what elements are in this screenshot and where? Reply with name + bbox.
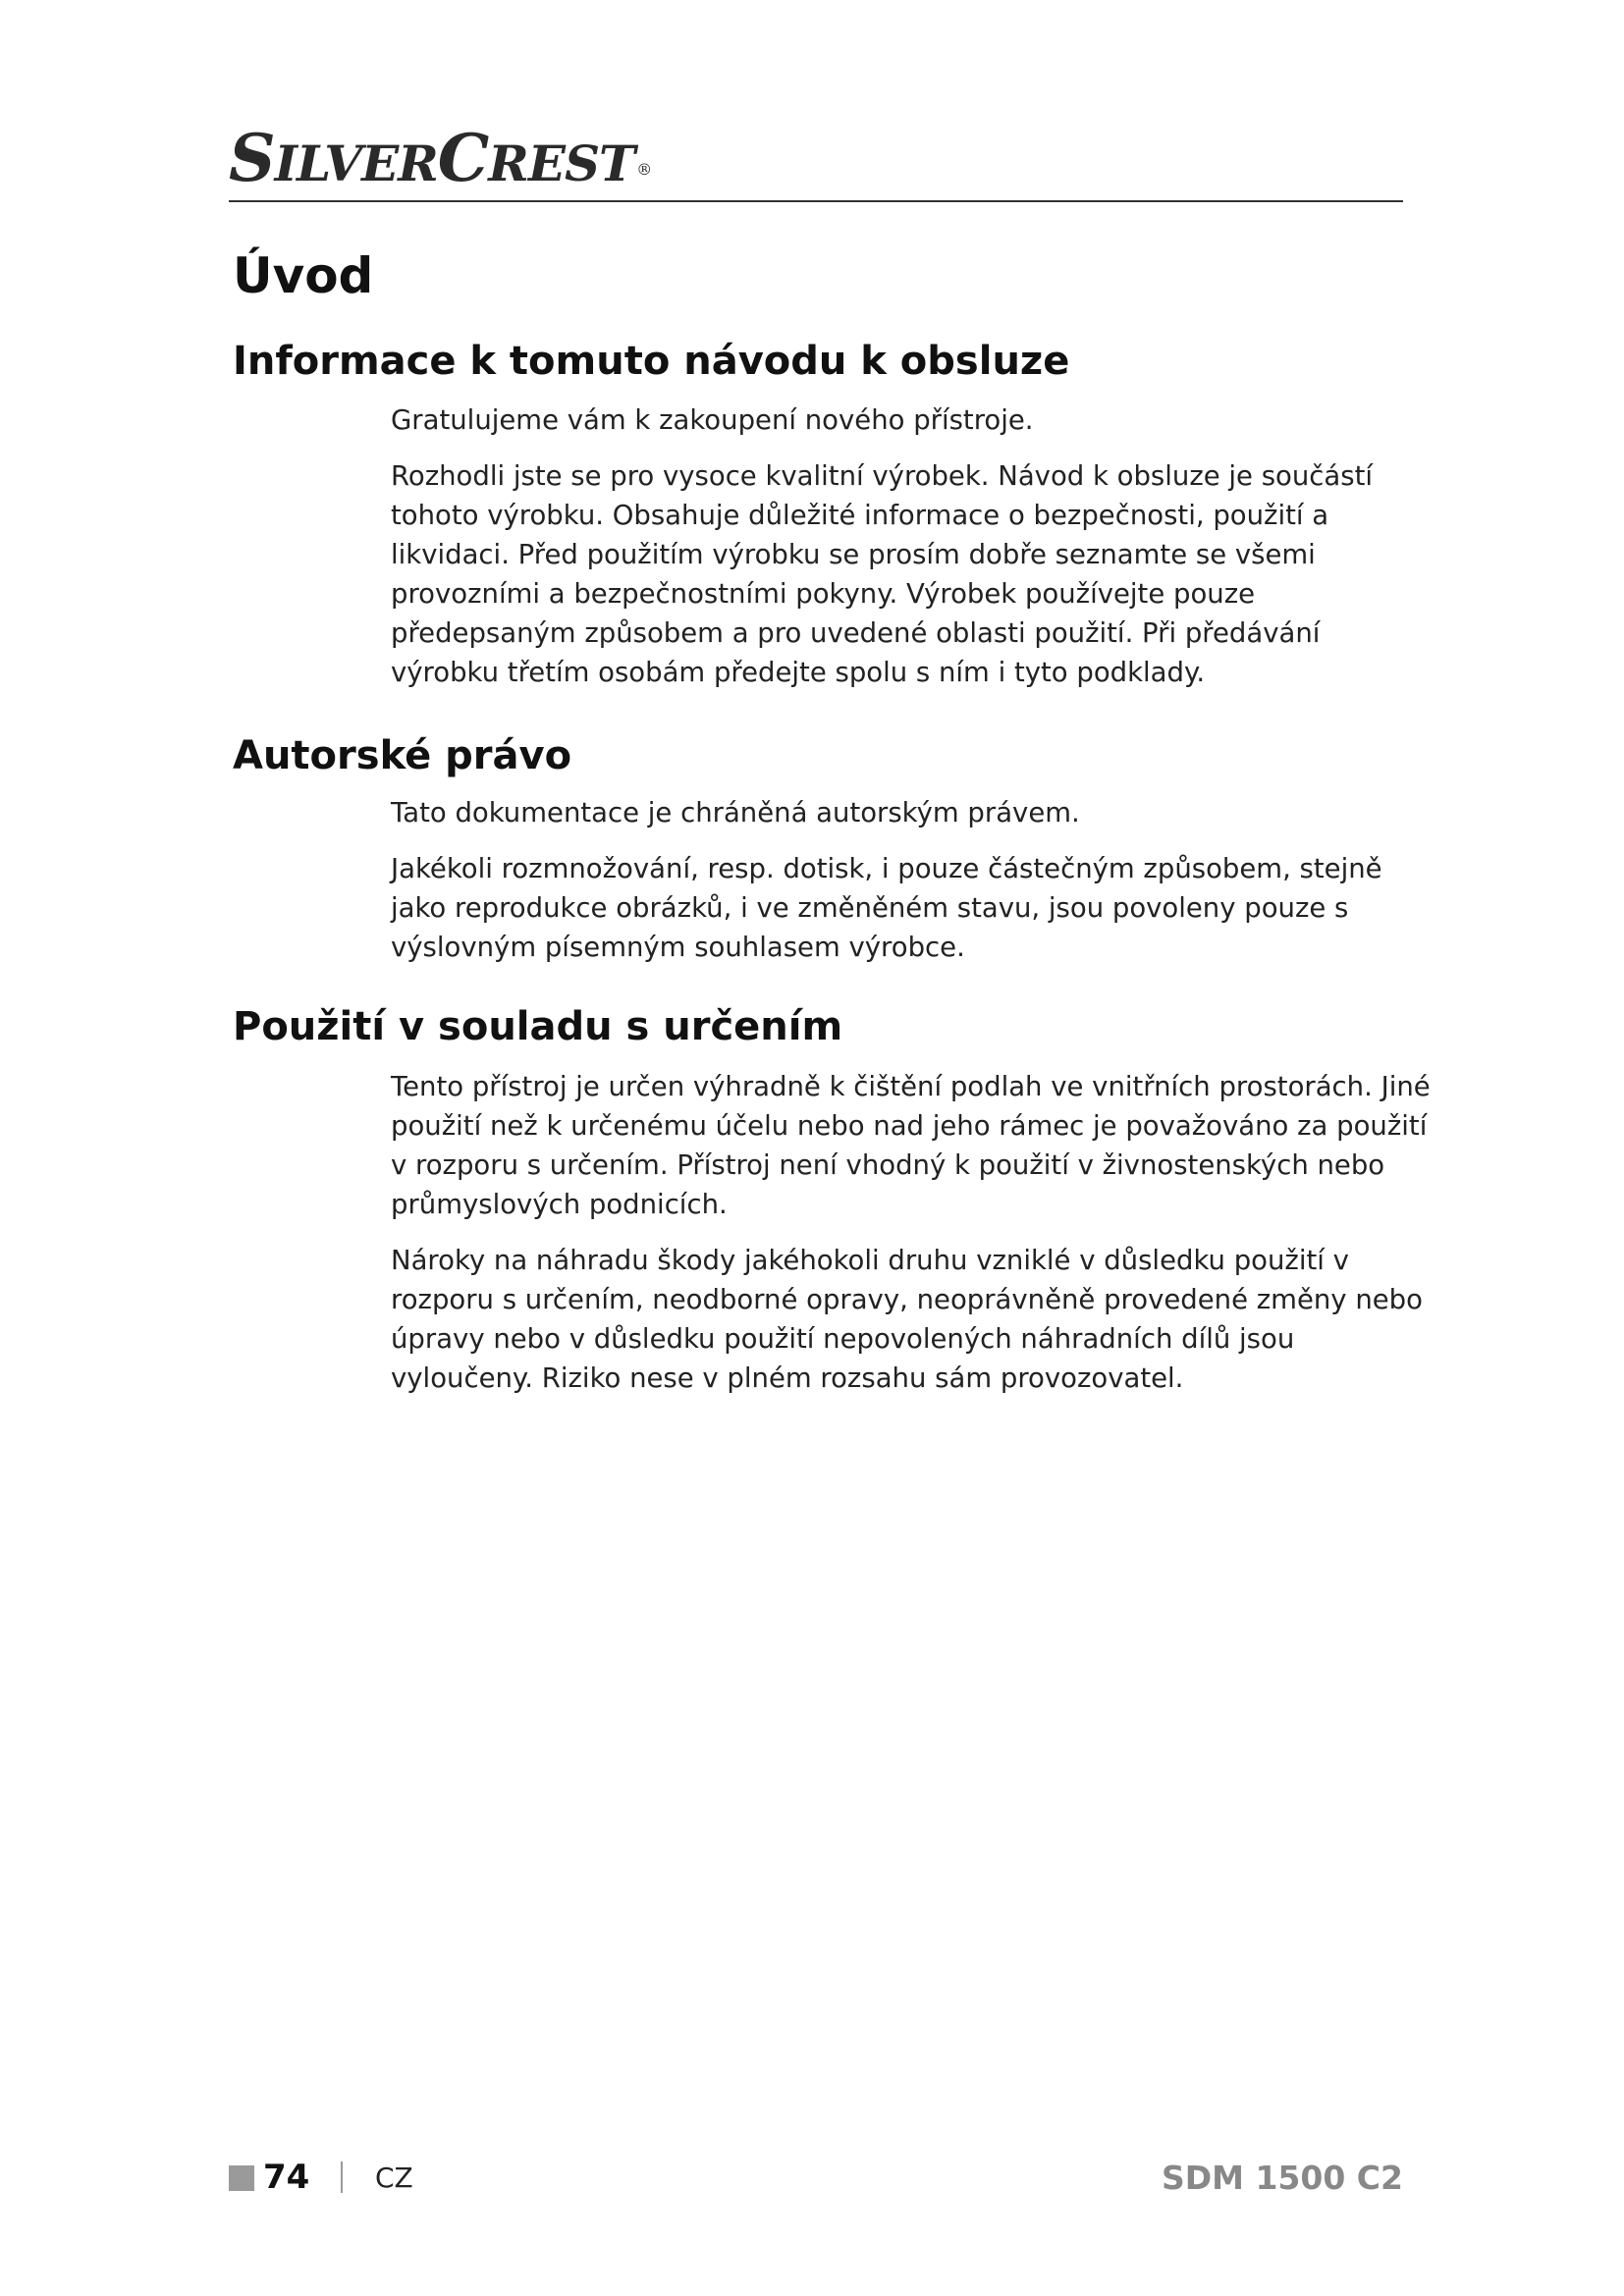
footer-square-icon: [229, 2165, 254, 2191]
model-number: SDM 1500 C2: [1161, 2159, 1403, 2197]
header-rule: [229, 200, 1403, 202]
section-paragraph: Nároky na náhradu škody jakéhokoli druhu vzniklé v důsledku použití v rozporu s určením, neodborné opravy, neoprávněně provedené změny nebo úpravy nebo v důsledku použití nepovolených náhradních dílů jsou vyloučeny. Riziko nese v plném rozsahu sám provozovatel.: [391, 1245, 1423, 1394]
section-paragraph: Gratulujeme vám k zakoupení nového přístroje.: [391, 404, 1034, 436]
section-heading-intended-use: Použití v souladu s určením: [233, 1004, 843, 1049]
footer-divider: [341, 2162, 343, 2193]
page-title: Úvod: [233, 247, 374, 304]
language-code: CZ: [375, 2162, 413, 2194]
section-paragraph: Tento přístroj je určen výhradně k čištění podlah ve vnitřních prostorách. Jiné použití než k určenému účelu nebo nad jeho rámec je považováno za použití v rozporu s určením. Přístroj není vhodný k použití v živnostenských nebo průmyslových podnicích.: [391, 1071, 1431, 1220]
section-paragraph: Tato dokumentace je chráněná autorským právem.: [391, 797, 1080, 828]
section-heading-copyright: Autorské právo: [233, 733, 572, 778]
section-heading-manual-info: Informace k tomuto návodu k obsluze: [233, 339, 1070, 384]
section-paragraph: Rozhodli jste se pro vysoce kvalitní výrobek. Návod k obsluze je součástí tohoto výrobku. Obsahuje důležité informace o bezpečnosti, použití a likvidaci. Před použitím výrobku se prosím dobře seznamte se všemi provozními a bezpečnostními pokyny. Výrobek používejte pouze předepsaným způsobem a pro uvedené oblasti použití. Při předávání výrobku třetím osobám předejte spolu s ním i tyto podklady.: [391, 460, 1374, 688]
brand-logo: SILVERCREST ®: [229, 120, 652, 196]
section-paragraph: Jakékoli rozmnožování, resp. dotisk, i pouze částečným způsobem, stejně jako reprodukce obrázků, i ve změněném stavu, jsou povoleny pouze s výslovným písemným souhlasem výrobce.: [391, 853, 1382, 963]
page-number: 74: [263, 2158, 310, 2197]
